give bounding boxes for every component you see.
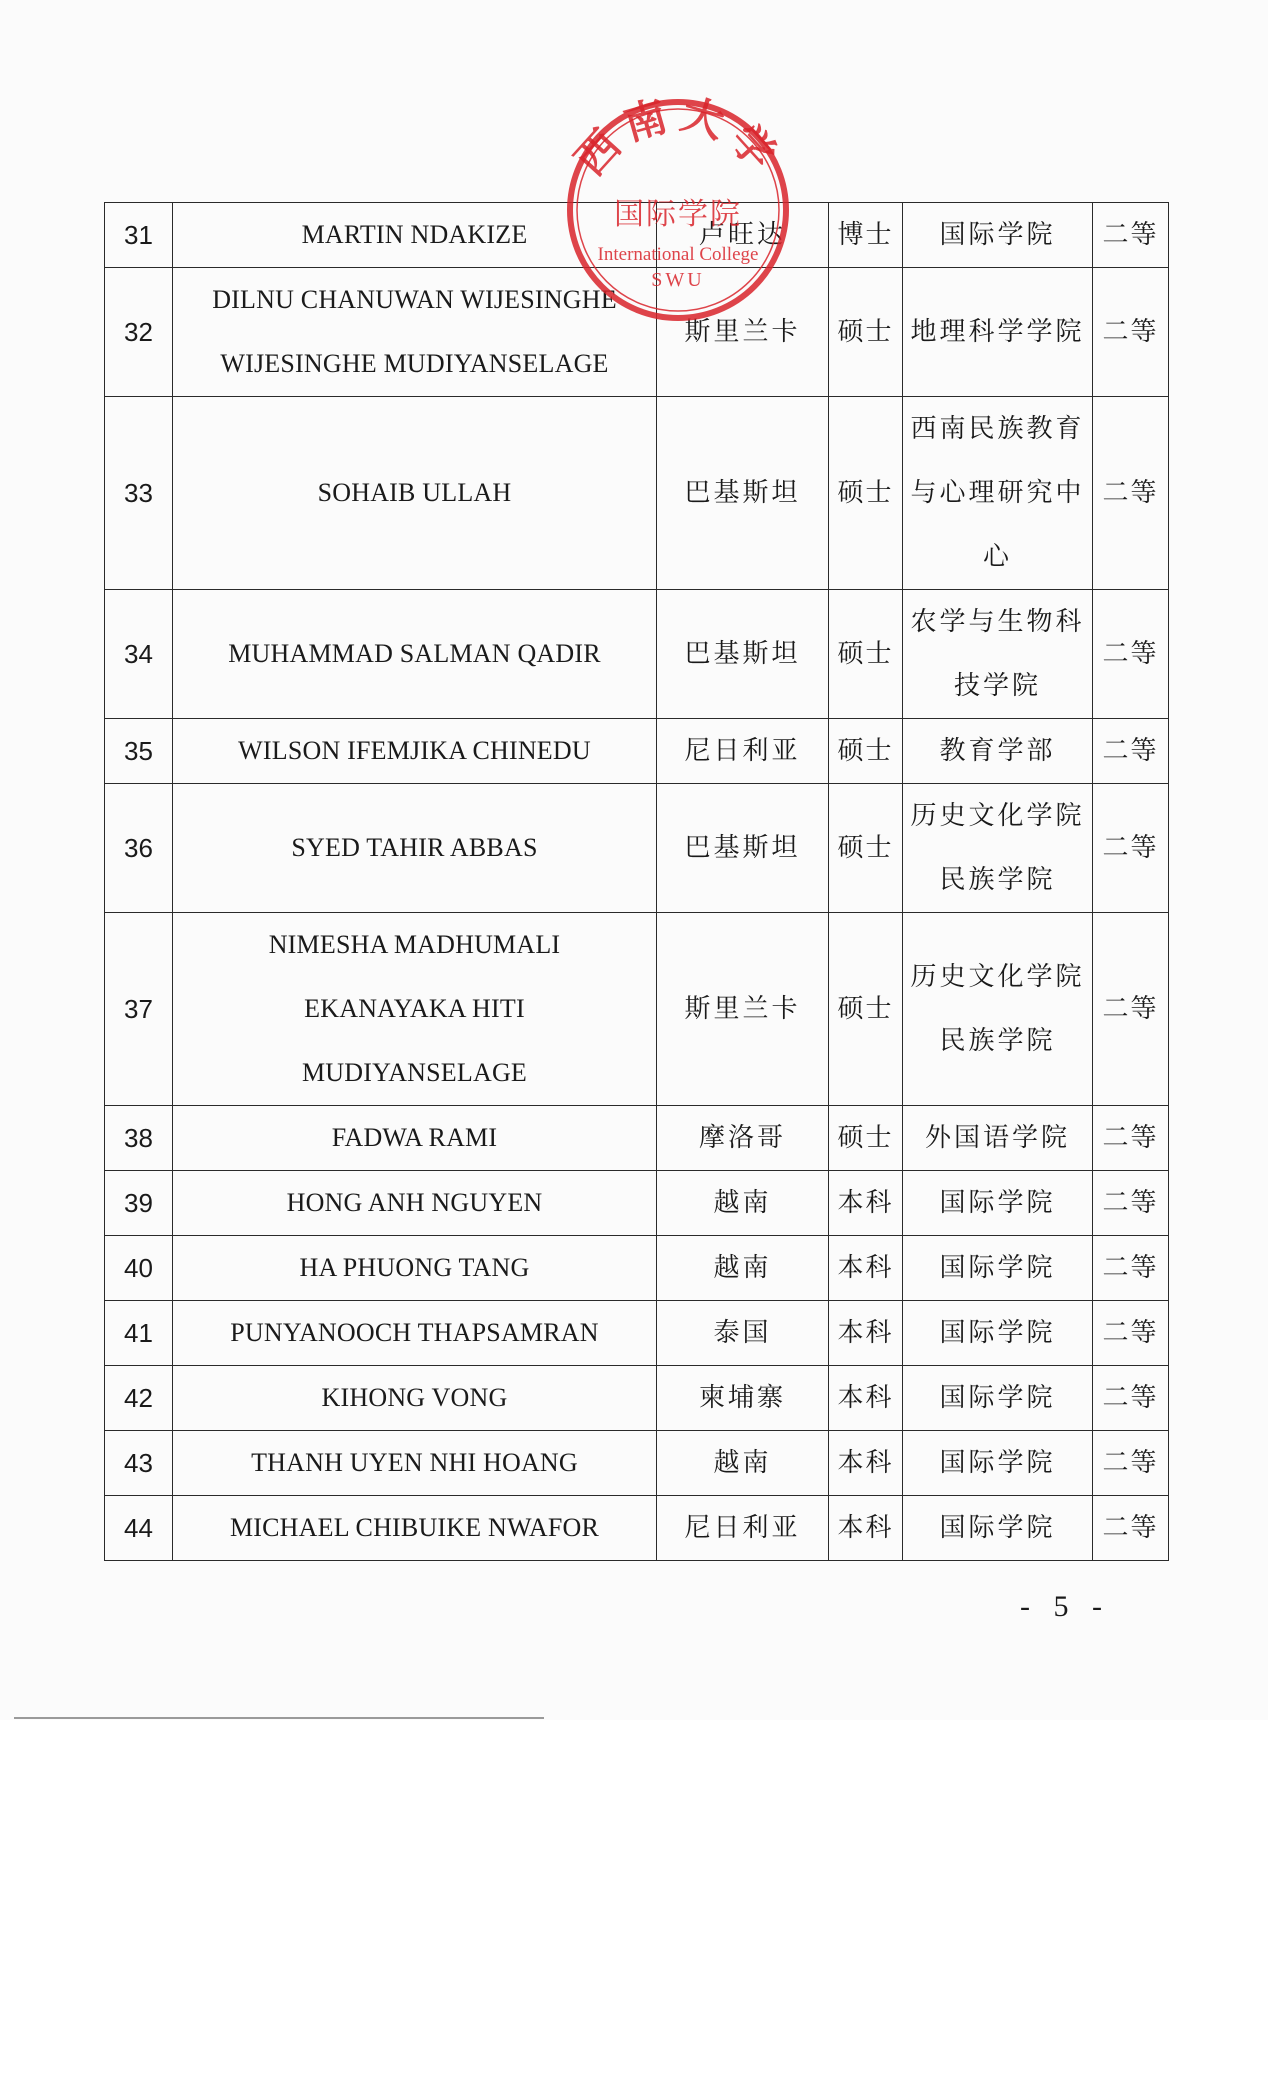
table-row bbox=[105, 1496, 1169, 1561]
college-cell-line: 与心理研究中心 bbox=[910, 478, 1085, 572]
country-cell: 越南 bbox=[657, 1171, 829, 1236]
degree-cell: 本科 bbox=[829, 1171, 903, 1236]
college-cell bbox=[903, 1496, 1093, 1561]
table-row bbox=[105, 1431, 1169, 1496]
country-cell: 斯里兰卡 bbox=[657, 268, 829, 397]
degree-cell: 硕士 bbox=[829, 913, 903, 1106]
degree-cell: 本科 bbox=[829, 1431, 903, 1496]
country-cell: 尼日利亚 bbox=[657, 719, 829, 784]
country-cell: 尼日利亚 bbox=[657, 1496, 829, 1561]
college-cell-line: 农学与生物科 bbox=[910, 607, 1085, 637]
student-name-cell-line: THANH UYEN NHI HOANG bbox=[251, 1448, 578, 1477]
seal-bottom-text: SWU bbox=[651, 269, 705, 291]
award-cell: 二等 bbox=[1093, 1301, 1169, 1366]
country-cell: 越南 bbox=[657, 1236, 829, 1301]
student-name-cell-line: HA PHUONG TANG bbox=[299, 1253, 530, 1282]
student-name-cell bbox=[173, 1171, 657, 1236]
college-cell-line: 国际学院 bbox=[939, 1188, 1056, 1218]
row-number-cell: 39 bbox=[105, 1171, 173, 1236]
college-cell-line: 民族学院 bbox=[939, 865, 1056, 895]
student-name-cell bbox=[173, 719, 657, 784]
college-cell bbox=[903, 590, 1093, 719]
degree-cell: 博士 bbox=[829, 203, 903, 268]
award-cell: 二等 bbox=[1093, 1171, 1169, 1236]
college-cell-line: 国际学院 bbox=[939, 1513, 1056, 1543]
college-cell-line: 地理科学学院 bbox=[910, 317, 1085, 347]
award-cell: 二等 bbox=[1093, 1366, 1169, 1431]
student-name-cell-line: EKANAYAKA HITI bbox=[304, 994, 525, 1023]
table-row bbox=[105, 719, 1169, 784]
row-number-cell: 43 bbox=[105, 1431, 173, 1496]
degree-cell: 本科 bbox=[829, 1301, 903, 1366]
college-cell-line: 国际学院 bbox=[939, 1383, 1056, 1413]
row-number-cell: 38 bbox=[105, 1106, 173, 1171]
college-cell bbox=[903, 268, 1093, 397]
award-cell: 二等 bbox=[1093, 719, 1169, 784]
college-cell-line: 历史文化学院 bbox=[910, 801, 1085, 831]
college-cell bbox=[903, 913, 1093, 1106]
table-row bbox=[105, 1106, 1169, 1171]
college-cell-line: 西南民族教育 bbox=[910, 414, 1085, 444]
row-number-cell: 32 bbox=[105, 268, 173, 397]
seal-top-text: 西南大学 bbox=[565, 92, 791, 185]
table-row bbox=[105, 1236, 1169, 1301]
student-name-cell bbox=[173, 1106, 657, 1171]
row-number-cell: 35 bbox=[105, 719, 173, 784]
college-cell-line: 技学院 bbox=[953, 671, 1041, 701]
award-cell: 二等 bbox=[1093, 1431, 1169, 1496]
college-cell bbox=[903, 784, 1093, 913]
table-row bbox=[105, 784, 1169, 913]
country-cell: 斯里兰卡 bbox=[657, 913, 829, 1106]
student-name-cell-line: HONG ANH NGUYEN bbox=[286, 1188, 543, 1217]
student-name-cell-line: WIJESINGHE MUDIYANSELAGE bbox=[220, 349, 609, 378]
degree-cell: 本科 bbox=[829, 1496, 903, 1561]
row-number-cell: 36 bbox=[105, 784, 173, 913]
award-cell: 二等 bbox=[1093, 397, 1169, 590]
student-name-cell bbox=[173, 1431, 657, 1496]
table-row bbox=[105, 590, 1169, 719]
college-cell-line: 历史文化学院 bbox=[910, 962, 1085, 992]
student-name-cell-line: DILNU CHANUWAN WIJESINGHE bbox=[212, 285, 617, 314]
country-cell: 巴基斯坦 bbox=[657, 590, 829, 719]
country-cell: 柬埔寨 bbox=[657, 1366, 829, 1431]
country-cell: 卢旺达 bbox=[657, 203, 829, 268]
college-cell-line: 国际学院 bbox=[939, 1318, 1056, 1348]
college-cell bbox=[903, 1106, 1093, 1171]
country-cell: 泰国 bbox=[657, 1301, 829, 1366]
college-cell bbox=[903, 1301, 1093, 1366]
roster-body bbox=[105, 203, 1169, 1561]
award-cell: 二等 bbox=[1093, 1236, 1169, 1301]
college-cell-line: 国际学院 bbox=[939, 1253, 1056, 1283]
row-number-cell: 40 bbox=[105, 1236, 173, 1301]
table-row bbox=[105, 268, 1169, 397]
student-name-cell bbox=[173, 784, 657, 913]
table-row bbox=[105, 203, 1169, 268]
student-name-cell-line: MUHAMMAD SALMAN QADIR bbox=[228, 639, 601, 668]
row-number-cell: 37 bbox=[105, 913, 173, 1106]
student-name-cell-line: FADWA RAMI bbox=[331, 1123, 498, 1152]
college-cell bbox=[903, 1171, 1093, 1236]
college-cell bbox=[903, 397, 1093, 590]
row-number-cell: 34 bbox=[105, 590, 173, 719]
degree-cell: 本科 bbox=[829, 1236, 903, 1301]
student-name-cell-line: MUDIYANSELAGE bbox=[301, 1058, 528, 1087]
seal-middle-text: 国际学院 bbox=[614, 197, 742, 232]
student-name-cell-line: NIMESHA MADHUMALI bbox=[268, 930, 561, 959]
college-cell bbox=[903, 719, 1093, 784]
page-edge-line bbox=[14, 1717, 544, 1719]
college-cell bbox=[903, 1431, 1093, 1496]
degree-cell: 硕士 bbox=[829, 1106, 903, 1171]
student-name-cell-line: SYED TAHIR ABBAS bbox=[291, 833, 538, 862]
degree-cell: 硕士 bbox=[829, 590, 903, 719]
student-name-cell-line: MARTIN NDAKIZE bbox=[301, 220, 528, 249]
student-name-cell bbox=[173, 203, 657, 268]
college-cell bbox=[903, 1366, 1093, 1431]
college-cell-line: 外国语学院 bbox=[924, 1123, 1070, 1153]
award-cell: 二等 bbox=[1093, 784, 1169, 913]
college-cell-line: 国际学院 bbox=[939, 1448, 1056, 1478]
student-name-cell-line: MICHAEL CHIBUIKE NWAFOR bbox=[229, 1513, 600, 1542]
student-name-cell bbox=[173, 1366, 657, 1431]
row-number-cell: 41 bbox=[105, 1301, 173, 1366]
award-cell: 二等 bbox=[1093, 1106, 1169, 1171]
student-name-cell bbox=[173, 268, 657, 397]
degree-cell: 硕士 bbox=[829, 784, 903, 913]
degree-cell: 硕士 bbox=[829, 397, 903, 590]
student-name-cell bbox=[173, 1496, 657, 1561]
college-cell-line: 国际学院 bbox=[939, 220, 1056, 250]
page-number: - 5 - bbox=[1020, 1590, 1110, 1623]
college-cell-line: 教育学部 bbox=[939, 736, 1056, 766]
student-name-cell-line: WILSON IFEMJIKA CHINEDU bbox=[238, 736, 591, 765]
student-name-cell bbox=[173, 1236, 657, 1301]
table-row bbox=[105, 913, 1169, 1106]
row-number-cell: 42 bbox=[105, 1366, 173, 1431]
college-cell bbox=[903, 203, 1093, 268]
award-cell: 二等 bbox=[1093, 913, 1169, 1106]
country-cell: 巴基斯坦 bbox=[657, 784, 829, 913]
award-cell: 二等 bbox=[1093, 268, 1169, 397]
degree-cell: 硕士 bbox=[829, 719, 903, 784]
row-number-cell: 33 bbox=[105, 397, 173, 590]
student-name-cell-line: PUNYANOOCH THAPSAMRAN bbox=[230, 1318, 599, 1347]
degree-cell: 本科 bbox=[829, 1366, 903, 1431]
student-name-cell bbox=[173, 1301, 657, 1366]
row-number-cell: 31 bbox=[105, 203, 173, 268]
country-cell: 巴基斯坦 bbox=[657, 397, 829, 590]
table-row bbox=[105, 1301, 1169, 1366]
award-cell: 二等 bbox=[1093, 1496, 1169, 1561]
seal-english-text: International College bbox=[597, 244, 759, 265]
scholarship-roster-table bbox=[104, 202, 1169, 1561]
college-cell-line: 民族学院 bbox=[939, 1026, 1056, 1056]
country-cell: 摩洛哥 bbox=[657, 1106, 829, 1171]
degree-cell: 硕士 bbox=[829, 268, 903, 397]
student-name-cell-line: KIHONG VONG bbox=[321, 1383, 508, 1412]
award-cell: 二等 bbox=[1093, 203, 1169, 268]
table-row bbox=[105, 397, 1169, 590]
row-number-cell: 44 bbox=[105, 1496, 173, 1561]
student-name-cell bbox=[173, 913, 657, 1106]
table-row bbox=[105, 1366, 1169, 1431]
student-name-cell bbox=[173, 397, 657, 590]
award-cell: 二等 bbox=[1093, 590, 1169, 719]
country-cell: 越南 bbox=[657, 1431, 829, 1496]
college-cell bbox=[903, 1236, 1093, 1301]
student-name-cell-line: SOHAIB ULLAH bbox=[317, 478, 512, 507]
table-row bbox=[105, 1171, 1169, 1236]
student-name-cell bbox=[173, 590, 657, 719]
